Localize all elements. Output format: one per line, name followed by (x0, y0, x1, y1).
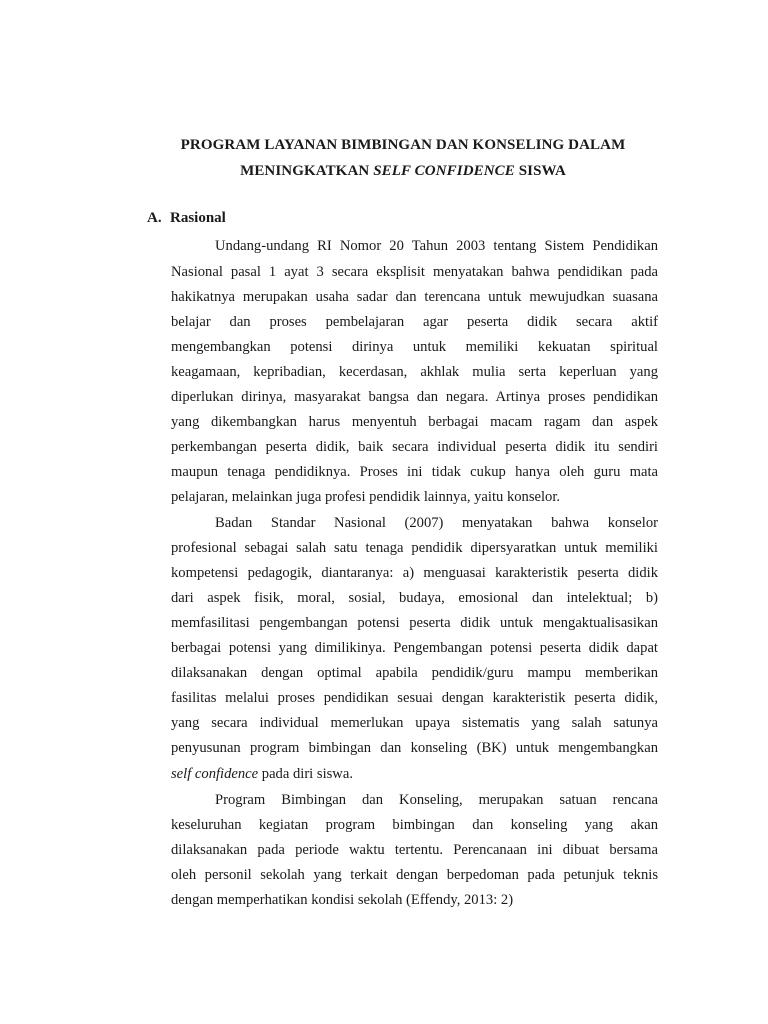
paragraph-line: Nasional pasal 1 ayat 3 secara eksplisit menyatakan bahwa pendidikan pada (171, 264, 658, 280)
document-title-line-1: PROGRAM LAYANAN BIMBINGAN DAN KONSELING DALAM (180, 137, 626, 153)
paragraph-line: perkembangan peserta didik, baik secara individual peserta didik itu sendiri (171, 439, 658, 455)
paragraph-line (171, 766, 658, 783)
paragraph-line: mengembangkan potensi dirinya untuk memiliki kekuatan spiritual (171, 339, 658, 355)
section-heading-text: Rasional (170, 210, 226, 226)
paragraph-line: kompetensi pedagogik, diantaranya: a) menguasai karakteristik peserta didik (171, 565, 658, 581)
paragraph-line: penyusunan program bimbingan dan konseling (BK) untuk mengembangkan (171, 740, 658, 756)
title-italic-term: SELF CONFIDENCE (373, 163, 515, 179)
paragraph-line: dengan memperhatikan kondisi sekolah (Effendy, 2013: 2) (171, 892, 514, 908)
section-heading (147, 210, 226, 227)
italic-term: self confidence (171, 766, 259, 782)
section-marker: A. (147, 210, 162, 226)
paragraph-line: keseluruhan kegiatan program bimbingan dan konseling yang akan (171, 817, 658, 833)
paragraph-line: oleh personil sekolah yang terkait dengan berpedoman pada petunjuk teknis (171, 867, 658, 883)
title-prefix: MENINGKATKAN (240, 163, 370, 179)
paragraph-line: memfasilitasi pengembangan potensi peserta didik untuk mengaktualisasikan (171, 615, 658, 631)
paragraph-line: hakikatnya merupakan usaha sadar dan terencana untuk mewujudkan suasana (171, 289, 658, 305)
line-rest: pada diri siswa. (258, 766, 353, 782)
paragraph-line: Program Bimbingan dan Konseling, merupakan satuan rencana (215, 792, 658, 808)
paragraph-line: yang secara individual memerlukan upaya sistematis yang salah satunya (171, 715, 658, 731)
paragraph-line: maupun tenaga pendidiknya. Proses ini tidak cukup hanya oleh guru mata (171, 464, 658, 480)
paragraph-line: profesional sebagai salah satu tenaga pendidik dipersyaratkan untuk memiliki (171, 540, 658, 556)
paragraph-line: Badan Standar Nasional (2007) menyatakan bahwa konselor (215, 515, 658, 531)
paragraph-line: keagamaan, kepribadian, kecerdasan, akhlak mulia serta keperluan yang (171, 364, 658, 380)
paragraph-line: belajar dan proses pembelajaran agar peserta didik secara aktif (171, 314, 658, 330)
paragraph-line: Undang-undang RI Nomor 20 Tahun 2003 tentang Sistem Pendidikan (215, 238, 658, 254)
paragraph-line: dilaksanakan pada periode waktu tertentu. Perencanaan ini dibuat bersama (171, 842, 658, 858)
paragraph-line: diperlukan dirinya, masyarakat bangsa dan negara. Artinya proses pendidikan (171, 389, 658, 405)
paragraph-line: dilaksanakan dengan optimal apabila pendidik/guru mampu memberikan (171, 665, 658, 681)
document-title-line-2 (0, 163, 768, 180)
paragraph-line: yang dikembangkan harus menyentuh berbagai macam ragam dan aspek (171, 414, 658, 430)
paragraph-line: pelajaran, melainkan juga profesi pendidik lainnya, yaitu konselor. (171, 489, 561, 505)
title-suffix: SISWA (518, 163, 566, 179)
paragraph-line: berbagai potensi yang dimilikinya. Pengembangan potensi peserta didik dapat (171, 640, 658, 656)
paragraph-line: fasilitas melalui proses pendidikan sesuai dengan karakteristik peserta didik, (171, 690, 658, 706)
paragraph-line: dari aspek fisik, moral, sosial, budaya, emosional dan intelektual; b) (171, 590, 658, 606)
